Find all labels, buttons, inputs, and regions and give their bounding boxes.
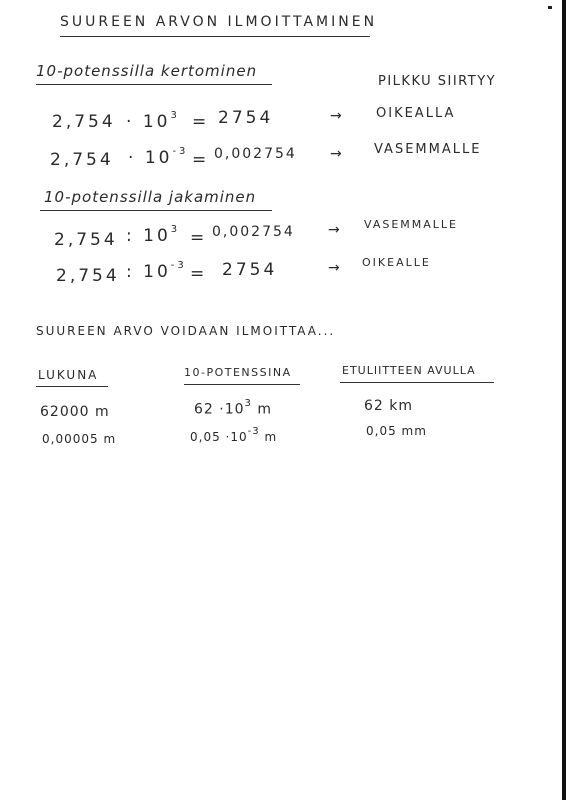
section-heading-multiply: 10-potenssilla kertominen [36,62,258,80]
multiply-row-1-equals: = [192,112,210,132]
ways-row-1-power: $62 \cdot 10^3$ m [194,398,272,418]
multiply-row-1-direction: OIKEALLA [376,106,456,121]
divide-row-1-result: 0,002754 [212,224,295,240]
heading-underline-divide [40,210,272,211]
divide-row-2-direction: OIKEALLE [362,256,431,269]
divide-row-2-power: : $10^{-3}$ [126,260,187,282]
scan-mark [548,6,552,9]
column-header-prefix: ETULIITTEEN AVULLA [342,364,476,377]
arrow-icon: → [328,260,340,276]
column-underline-number [36,386,108,387]
divide-row-2-equals: = [190,264,208,284]
multiply-row-2-result: 0,002754 [214,146,297,162]
ways-row-2-power: $0,05 \cdot 10^{-3}$ m [190,426,278,444]
comma-moves-note: PILKKU SIIRTYY [378,74,497,89]
column-header-number: LUKUNA [38,368,99,382]
multiply-row-1-base: 2,754 [52,112,116,132]
multiply-row-2-direction: VASEMMALLE [374,142,482,157]
column-underline-power [184,384,300,385]
divide-row-2-result: 2754 [222,260,278,280]
multiply-row-2-base: 2,754 [50,150,114,170]
section-heading-ways: SUUREEN ARVO VOIDAAN ILMOITTAA... [36,324,336,338]
multiply-row-1-power: · $10^3$ [126,110,180,132]
ways-row-1-prefix: 62 km [364,398,414,414]
multiply-row-2-power: · $10^{-3}$ [128,146,189,168]
column-header-power: 10-POTENSSINA [184,366,292,379]
scan-edge [562,0,566,800]
arrow-icon: → [330,146,342,162]
arrow-icon: → [328,222,340,238]
ways-row-1-number: 62000 m [40,404,110,420]
section-heading-divide: 10-potenssilla jakaminen [44,188,257,206]
arrow-icon: → [330,108,342,124]
divide-row-2-base: 2,754 [56,266,120,286]
divide-row-1-base: 2,754 [54,230,118,250]
heading-underline-multiply [36,84,272,85]
ways-row-2-prefix: 0,05 mm [366,424,427,438]
page-title: SUUREEN ARVON ILMOITTAMINEN [60,14,378,30]
ways-row-2-number: 0,00005 m [42,432,117,446]
title-underline [60,36,370,37]
divide-row-1-direction: VASEMMALLE [364,218,458,231]
multiply-row-2-equals: = [192,150,210,170]
column-underline-prefix [340,382,494,383]
divide-row-1-equals: = [190,228,208,248]
multiply-row-1-result: 2754 [218,108,274,128]
divide-row-1-power: : $10^3$ [126,224,181,246]
